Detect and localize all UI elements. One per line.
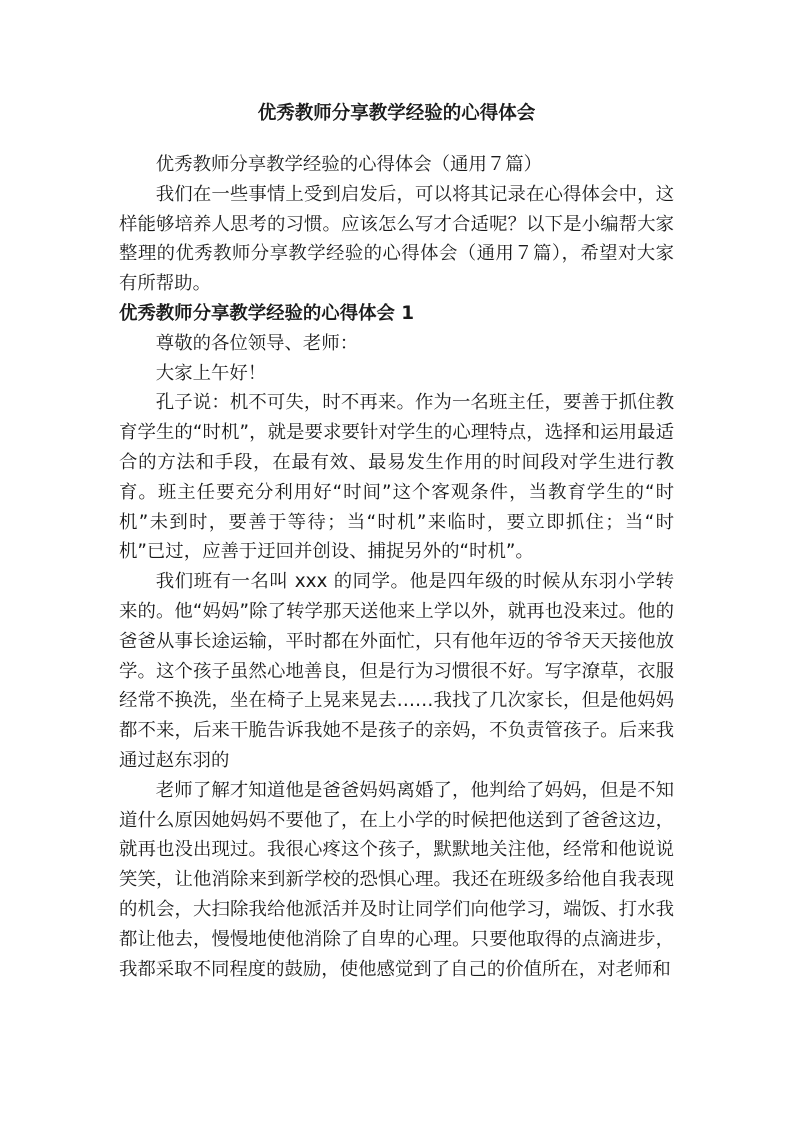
body-paragraph: 孔子说：机不可失，时不再来。作为一名班主任，要善于抓住教育学生的“时机”，就是要求要针对学生的心理特点，选择和运用最适合的方法和手段，在最有效、最易发生作用的时间段对学生进行教育。班主任要充分利用好“时间”这个客观条件，当教育学生的“时机”未到时，要善于等待；当“时机”来临时，要立即抓住；当“时机”已过，应善于迂回并创设、捕捉另外的“时机”。 [119, 392, 674, 563]
document-body [119, 150, 674, 984]
body-paragraph: 老师了解才知道他是爸爸妈妈离婚了，他判给了妈妈，但是不知道什么原因她妈妈不要他了，在上小学的时候把他送到了爸爸这边，就再也没出现过。我很心疼这个孩子，默默地关注他，经常和他说说笑笑，让他消除来到新学校的恐惧心理。我还在班级多给他自我表现的机会，大扫除我给他派活并及时让同学们向他学习，端饭、打水我都让他去，慢慢地使他消除了自卑的心理。只要他取得的点滴进步，我都采取不同程度的鼓励，使他感觉到了自己的价值所在，对老师和 [119, 779, 674, 980]
document-subtitle: 优秀教师分享教学经验的心得体会（通用７篇） [155, 154, 543, 175]
body-paragraph: 我们班有一名叫 xxx 的同学。他是四年级的时候从东羽小学转来的。他“妈妈”除了转学那天送他来上学以外，就再也没来过。他的爸爸从事长途运输，平时都在外面忙，只有他年迈的爷爷天天接他放学。这个孩子虽然心地善良，但是行为习惯很不好。写字潦草，衣服经常不换洗，坐在椅子上晃来晃去……我找了几次家长，但是他妈妈都不来，后来干脆告诉我她不是孩子的亲妈，不负责管孩子。后来我通过赵东羽的 [119, 571, 674, 771]
intro-paragraph: 我们在一些事情上受到启发后，可以将其记录在心得体会中，这样能够培养人思考的习惯。应该怎么写才合适呢？以下是小编帮大家整理的优秀教师分享教学经验的心得体会（通用７篇），希望对大家有所帮助。 [119, 183, 674, 295]
section-heading: 优秀教师分享教学经验的心得体会 1 [119, 302, 415, 324]
salutation: 尊敬的各位领导、老师： [155, 332, 359, 354]
document-title: 优秀教师分享教学经验的心得体会 [257, 103, 536, 124]
greeting: 大家上午好！ [155, 362, 267, 384]
